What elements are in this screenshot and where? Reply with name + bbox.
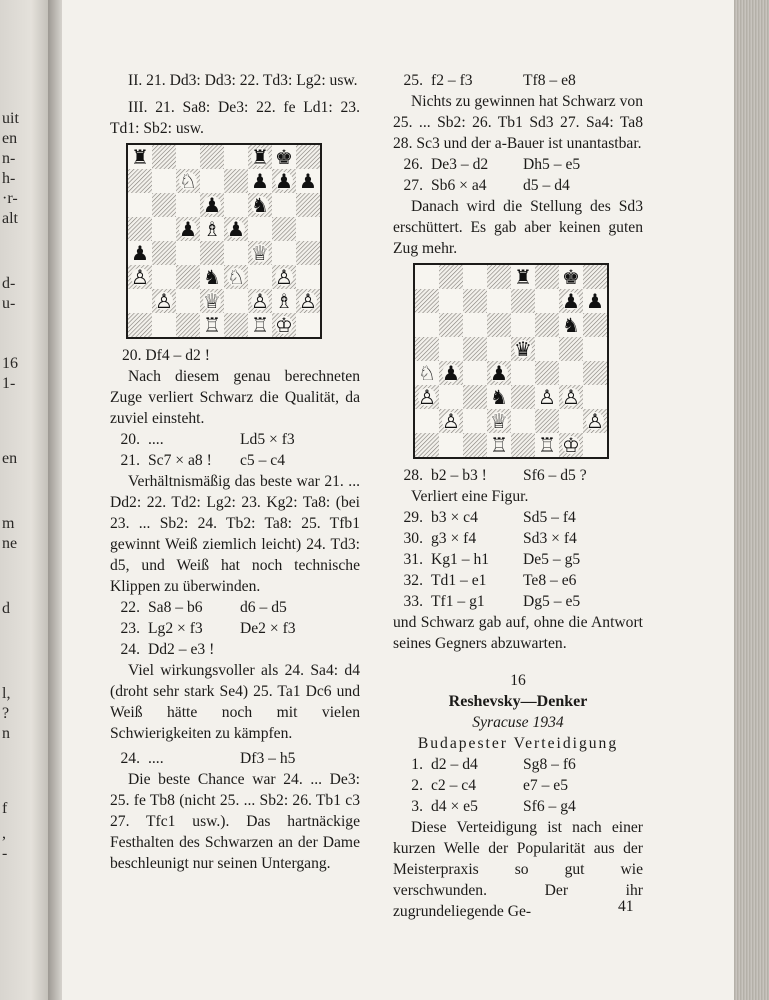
light-square bbox=[224, 145, 248, 169]
chess-piece: ♙ bbox=[299, 289, 317, 313]
dark-square bbox=[583, 361, 607, 385]
move-number: 27. bbox=[403, 177, 423, 194]
move-row bbox=[110, 639, 360, 660]
move-list-d bbox=[393, 70, 643, 91]
white-move: Dd2 – e3 ! bbox=[148, 641, 215, 658]
chess-piece: ♟ bbox=[299, 169, 317, 193]
dark-square bbox=[511, 433, 535, 457]
move-row bbox=[110, 748, 360, 769]
move-number: 26. bbox=[403, 156, 423, 173]
dark-square bbox=[415, 337, 439, 361]
dark-square bbox=[463, 289, 487, 313]
left-page-edge bbox=[0, 0, 52, 1000]
black-move: Df3 – h5 bbox=[240, 750, 296, 767]
light-square bbox=[200, 169, 224, 193]
chess-piece: ♙ bbox=[418, 385, 436, 409]
chess-diagram-2 bbox=[413, 263, 609, 459]
black-move: De2 × f3 bbox=[240, 620, 296, 637]
chess-piece: ♟ bbox=[227, 217, 245, 241]
dark-square bbox=[535, 265, 559, 289]
move-row bbox=[110, 450, 360, 471]
comment-7: Verliert eine Figur. bbox=[411, 488, 529, 505]
light-square bbox=[248, 265, 272, 289]
black-move: Sf6 – d5 ? bbox=[523, 467, 587, 484]
comment-5: Nichts zu gewinnen hat Schwarz von 25. ... Sb2: 26. Tb1 Sd3 27. Sa4: Ta8 28. Sc3 und der a-Bauer ist unantastbar. bbox=[393, 93, 643, 152]
white-move: Sa8 – b6 bbox=[148, 599, 203, 616]
light-square bbox=[463, 313, 487, 337]
comment-8: und Schwarz gab auf, ohne die Antwort seines Gegners abzuwarten. bbox=[393, 614, 643, 652]
light-square bbox=[176, 193, 200, 217]
left-page-fragment: ·r- bbox=[2, 190, 18, 207]
light-square bbox=[511, 361, 535, 385]
dark-square bbox=[559, 337, 583, 361]
light-square bbox=[487, 337, 511, 361]
page-edges bbox=[734, 0, 769, 1000]
left-page-fragment: n bbox=[2, 725, 10, 742]
move-list-b bbox=[110, 597, 360, 660]
light-square bbox=[415, 265, 439, 289]
left-page-fragment: f bbox=[2, 800, 8, 817]
chess-piece: ♜ bbox=[131, 145, 149, 169]
light-square bbox=[511, 313, 535, 337]
left-page-fragment: 1- bbox=[2, 375, 16, 392]
move-list-f bbox=[393, 465, 643, 486]
left-page-fragment: en bbox=[2, 130, 18, 147]
white-move: Sc7 × a8 ! bbox=[148, 452, 212, 469]
dark-square bbox=[296, 241, 320, 265]
move-row bbox=[393, 754, 643, 775]
dark-square bbox=[128, 313, 152, 337]
light-square bbox=[224, 193, 248, 217]
light-square bbox=[535, 337, 559, 361]
move-number: 24. bbox=[120, 641, 140, 658]
black-move: e7 – e5 bbox=[523, 777, 569, 794]
dark-square bbox=[535, 361, 559, 385]
chess-piece: ♟ bbox=[179, 217, 197, 241]
move-row bbox=[393, 775, 643, 796]
chess-piece: ♕ bbox=[203, 289, 221, 313]
light-square bbox=[535, 289, 559, 313]
page-number: 41 bbox=[618, 898, 634, 915]
chess-piece: ♟ bbox=[275, 169, 293, 193]
chess-piece: ♚ bbox=[562, 265, 580, 289]
light-square bbox=[128, 289, 152, 313]
chess-piece: ♟ bbox=[490, 361, 508, 385]
chess-piece: ♟ bbox=[442, 361, 460, 385]
black-move: Tf8 – e8 bbox=[523, 72, 576, 89]
left-page-fragment: en bbox=[2, 450, 18, 467]
dark-square bbox=[583, 265, 607, 289]
chess-piece: ♞ bbox=[562, 313, 580, 337]
dark-square bbox=[224, 169, 248, 193]
diagram-1-caption: 20. Df4 – d2 ! bbox=[122, 347, 210, 364]
white-move: Tf1 – g1 bbox=[431, 593, 485, 610]
move-list-h bbox=[393, 754, 643, 817]
opening-name: Budapester Verteidigung bbox=[417, 735, 619, 752]
dark-square bbox=[463, 385, 487, 409]
chess-piece: ♙ bbox=[562, 385, 580, 409]
left-page-fragment: m bbox=[2, 515, 15, 532]
light-square bbox=[463, 409, 487, 433]
light-square bbox=[272, 193, 296, 217]
move-row bbox=[393, 507, 643, 528]
move-row bbox=[393, 570, 643, 591]
move-row bbox=[110, 618, 360, 639]
dark-square bbox=[463, 337, 487, 361]
chess-diagram-1 bbox=[126, 143, 322, 339]
left-page-fragment: l, bbox=[2, 685, 11, 702]
dark-square bbox=[463, 433, 487, 457]
light-square bbox=[224, 241, 248, 265]
black-move: Sf6 – g4 bbox=[523, 798, 576, 815]
chess-piece: ♔ bbox=[275, 313, 293, 337]
game-event: Syracuse 1934 bbox=[472, 714, 564, 731]
left-column bbox=[110, 70, 360, 874]
move-number: 28. bbox=[403, 467, 423, 484]
move-number: 20. bbox=[120, 431, 140, 448]
left-page-fragment: u- bbox=[2, 295, 16, 312]
light-square bbox=[511, 409, 535, 433]
dark-square bbox=[176, 313, 200, 337]
left-page-fragment: d- bbox=[2, 275, 16, 292]
dark-square bbox=[128, 169, 152, 193]
move-number: 24. bbox=[120, 750, 140, 767]
light-square bbox=[463, 265, 487, 289]
chess-piece: ♙ bbox=[275, 265, 293, 289]
variant-2: II. 21. Dd3: Dd3: 22. Td3: Lg2: usw. bbox=[128, 72, 358, 89]
move-list-e bbox=[393, 154, 643, 196]
dark-square bbox=[583, 313, 607, 337]
light-square bbox=[152, 265, 176, 289]
white-move: De3 – d2 bbox=[431, 156, 489, 173]
dark-square bbox=[415, 289, 439, 313]
move-list-a bbox=[110, 429, 360, 471]
light-square bbox=[583, 433, 607, 457]
chess-piece: ♞ bbox=[490, 385, 508, 409]
dark-square bbox=[439, 265, 463, 289]
dark-square bbox=[152, 241, 176, 265]
move-number: 33. bbox=[403, 593, 423, 610]
left-page-fragment: uit bbox=[2, 110, 19, 127]
chess-piece: ♗ bbox=[275, 289, 293, 313]
comment-3: Viel wirkungsvoller als 24. Sa4: d4 (droht sehr stark Se4) 25. Ta1 Dc6 und Weiß hätte noch mit vielen Schwierigkeiten zu kämpfen. bbox=[110, 662, 360, 742]
dark-square bbox=[535, 409, 559, 433]
dark-square bbox=[439, 313, 463, 337]
chess-piece: ♙ bbox=[442, 409, 460, 433]
chess-piece: ♕ bbox=[490, 409, 508, 433]
move-number: 30. bbox=[403, 530, 423, 547]
move-number: 1. bbox=[411, 756, 423, 773]
white-move: .... bbox=[148, 750, 164, 767]
comment-2: Verhältnismäßig das beste war 21. ... Dd2: 22. Td2: Lg2: 23. Kg2: Ta8: (bei 23. ... Sb2: 24. Tb2: Ta8: 25. Tfb1 gewinnt Weiß ziemlich leicht) 24. Td3: d5, und Weiß hat noch technische Klippen zu überwinden. bbox=[110, 473, 360, 595]
move-row bbox=[393, 465, 643, 486]
chess-piece: ♛ bbox=[514, 337, 532, 361]
light-square bbox=[583, 385, 607, 409]
black-move: De5 – g5 bbox=[523, 551, 581, 568]
white-move: .... bbox=[148, 431, 164, 448]
comment-1: Nach diesem genau berechneten Zuge verliert Schwarz die Qualität, da zuviel einsteht. bbox=[110, 368, 360, 427]
dark-square bbox=[272, 217, 296, 241]
chess-piece: ♖ bbox=[490, 433, 508, 457]
right-column bbox=[393, 70, 643, 922]
white-move: f2 – f3 bbox=[431, 72, 473, 89]
left-page-fragment: ne bbox=[2, 535, 18, 552]
black-move: Sg8 – f6 bbox=[523, 756, 576, 773]
chess-piece: ♙ bbox=[155, 289, 173, 313]
chess-piece: ♗ bbox=[203, 217, 221, 241]
black-move: d5 – d4 bbox=[523, 177, 570, 194]
light-square bbox=[152, 313, 176, 337]
move-list-g bbox=[393, 507, 643, 612]
move-number: 21. bbox=[120, 452, 140, 469]
white-move: Lg2 × f3 bbox=[148, 620, 203, 637]
light-square bbox=[152, 217, 176, 241]
light-square bbox=[439, 385, 463, 409]
dark-square bbox=[487, 265, 511, 289]
move-number: 32. bbox=[403, 572, 423, 589]
light-square bbox=[583, 337, 607, 361]
move-row bbox=[393, 796, 643, 817]
comment-9: Diese Verteidigung ist nach einer kurzen Welle der Popularität aus der Meisterpraxis so gut wie verschwunden. Der ihr zugrundeliegende Ge- bbox=[393, 819, 643, 920]
light-square bbox=[439, 433, 463, 457]
comment-4: Die beste Chance war 24. ... De3: 25. fe Tb8 (nicht 25. ... Sb2: 26. Tb1 c3 27. Tfc1 usw.). Das hartnäckige Festhalten des Schwarzen an der Dame beschleunigt nur seinen Untergang. bbox=[110, 771, 360, 872]
dark-square bbox=[152, 193, 176, 217]
light-square bbox=[463, 361, 487, 385]
dark-square bbox=[200, 241, 224, 265]
light-square bbox=[439, 289, 463, 313]
dark-square bbox=[200, 145, 224, 169]
light-square bbox=[559, 361, 583, 385]
chess-piece: ♚ bbox=[275, 145, 293, 169]
move-number: 22. bbox=[120, 599, 140, 616]
chess-piece: ♙ bbox=[131, 265, 149, 289]
chess-piece: ♟ bbox=[131, 241, 149, 265]
chess-piece: ♞ bbox=[251, 193, 269, 217]
comment-6: Danach wird die Stellung des Sd3 erschüttert. Es gab aber keinen guten Zug mehr. bbox=[393, 198, 643, 257]
light-square bbox=[439, 337, 463, 361]
dark-square bbox=[535, 313, 559, 337]
game-number: 16 bbox=[510, 672, 526, 689]
light-square bbox=[296, 265, 320, 289]
white-move: d4 × e5 bbox=[431, 798, 478, 815]
chess-piece: ♙ bbox=[251, 289, 269, 313]
left-page-fragment: , bbox=[2, 825, 6, 842]
white-move: b2 – b3 ! bbox=[431, 467, 487, 484]
move-number: 2. bbox=[411, 777, 423, 794]
light-square bbox=[272, 241, 296, 265]
chess-piece: ♟ bbox=[251, 169, 269, 193]
chess-piece: ♙ bbox=[538, 385, 556, 409]
left-page-fragment: - bbox=[2, 845, 8, 862]
chess-piece: ♔ bbox=[562, 433, 580, 457]
move-row bbox=[393, 154, 643, 175]
chess-piece: ♟ bbox=[203, 193, 221, 217]
chess-piece: ♘ bbox=[179, 169, 197, 193]
dark-square bbox=[176, 265, 200, 289]
move-number: 29. bbox=[403, 509, 423, 526]
chess-piece: ♜ bbox=[514, 265, 532, 289]
black-move: Ld5 × f3 bbox=[240, 431, 295, 448]
light-square bbox=[152, 169, 176, 193]
chess-piece: ♟ bbox=[562, 289, 580, 313]
black-move: Te8 – e6 bbox=[523, 572, 577, 589]
white-move: c2 – c4 bbox=[431, 777, 477, 794]
move-list-c bbox=[110, 748, 360, 769]
black-move: d6 – d5 bbox=[240, 599, 287, 616]
chess-piece: ♜ bbox=[251, 145, 269, 169]
move-number: 25. bbox=[403, 72, 423, 89]
game-players: Reshevsky—Denker bbox=[448, 693, 588, 710]
white-move: g3 × f4 bbox=[431, 530, 477, 547]
light-square bbox=[128, 193, 152, 217]
move-row bbox=[393, 591, 643, 612]
move-row bbox=[393, 70, 643, 91]
move-row bbox=[393, 528, 643, 549]
light-square bbox=[176, 241, 200, 265]
black-move: Dg5 – e5 bbox=[523, 593, 581, 610]
chess-piece: ♞ bbox=[203, 265, 221, 289]
left-page-fragment: alt bbox=[2, 210, 18, 227]
chess-piece: ♟ bbox=[586, 289, 604, 313]
chess-piece: ♘ bbox=[418, 361, 436, 385]
chess-piece: ♕ bbox=[251, 241, 269, 265]
left-page-fragment: ? bbox=[2, 705, 10, 722]
black-move: Sd3 × f4 bbox=[523, 530, 577, 547]
dark-square bbox=[152, 145, 176, 169]
dark-square bbox=[296, 193, 320, 217]
left-page-fragment: h- bbox=[2, 170, 16, 187]
light-square bbox=[176, 145, 200, 169]
move-number: 31. bbox=[403, 551, 423, 568]
dark-square bbox=[511, 385, 535, 409]
move-row bbox=[393, 175, 643, 196]
white-move: d2 – d4 bbox=[431, 756, 478, 773]
light-square bbox=[415, 313, 439, 337]
light-square bbox=[176, 289, 200, 313]
variant-3: III. 21. Sa8: De3: 22. fe Ld1: 23. Td1: Sb2: usw. bbox=[110, 99, 360, 137]
move-number: 3. bbox=[411, 798, 423, 815]
light-square bbox=[296, 217, 320, 241]
white-move: Td1 – e1 bbox=[431, 572, 487, 589]
light-square bbox=[415, 409, 439, 433]
chess-piece: ♖ bbox=[203, 313, 221, 337]
black-move: Sd5 – f4 bbox=[523, 509, 576, 526]
light-square bbox=[296, 313, 320, 337]
white-move: b3 × c4 bbox=[431, 509, 478, 526]
move-row bbox=[393, 549, 643, 570]
white-move: Kg1 – h1 bbox=[431, 551, 490, 568]
black-move: Dh5 – e5 bbox=[523, 156, 581, 173]
dark-square bbox=[128, 217, 152, 241]
left-page-fragment: n- bbox=[2, 150, 16, 167]
dark-square bbox=[296, 145, 320, 169]
light-square bbox=[224, 289, 248, 313]
dark-square bbox=[224, 313, 248, 337]
left-page-fragment: d bbox=[2, 600, 10, 617]
chess-piece: ♙ bbox=[586, 409, 604, 433]
light-square bbox=[559, 409, 583, 433]
white-move: Sb6 × a4 bbox=[431, 177, 487, 194]
chess-piece: ♖ bbox=[251, 313, 269, 337]
move-row bbox=[110, 429, 360, 450]
left-page-fragment: 16 bbox=[2, 355, 18, 372]
light-square bbox=[487, 289, 511, 313]
dark-square bbox=[415, 433, 439, 457]
dark-square bbox=[487, 313, 511, 337]
chess-piece: ♖ bbox=[538, 433, 556, 457]
black-move: c5 – c4 bbox=[240, 452, 286, 469]
light-square bbox=[248, 217, 272, 241]
move-row bbox=[110, 597, 360, 618]
chess-piece: ♘ bbox=[227, 265, 245, 289]
move-number: 23. bbox=[120, 620, 140, 637]
dark-square bbox=[511, 289, 535, 313]
